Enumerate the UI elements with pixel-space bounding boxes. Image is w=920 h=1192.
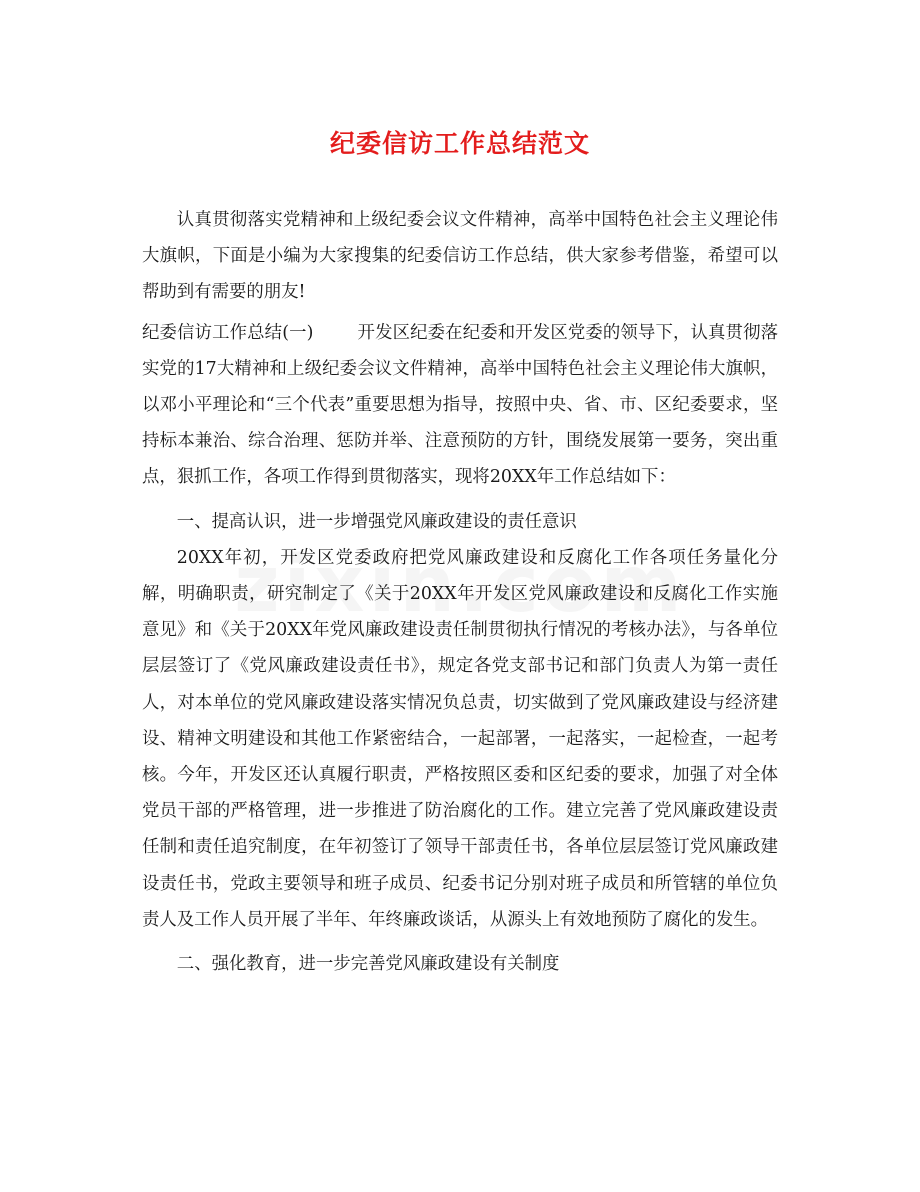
- paragraph-one: 20XX年初，开发区党委政府把党风廉政建设和反腐化工作各项任务量化分解，明确职责，研究制定了《关于20XX年开发区党风廉政建设和反腐化工作实施意见》和《关于20XX年党风廉政建设责任制贯彻执行情况的考核办法》，与各单位层层签订了《党风廉政建设责任书》，规定各党支部书记和部门负责人为第一责任人，对本单位的党风廉政建设落实情况负总责，切实做到了党风廉政建设与经济建设、精神文明建设和其他工作紧密结合，一起部署，一起落实，一起检查，一起考核。今年，开发区还认真履行职责，严格按照区委和区纪委的要求，加强了对全体党员干部的严格管理，进一步推进了防治腐化的工作。建立完善了党风廉政建设责任制和责任追究制度，在年初签订了领导干部责任书，各单位层层签订党风廉政建设责任书，党政主要领导和班子成员、纪委书记分别对班子成员和所管辖的单位负责人及工作人员开展了半年、年终廉政谈话，从源头上有效地预防了腐化的发生。: [142, 547, 778, 930]
- section-one-paragraph: [142, 315, 778, 496]
- intro-paragraph: 认真贯彻落实党精神和上级纪委会议文件精神，高举中国特色社会主义理论伟大旗帜，下面是小编为大家搜集的纪委信访工作总结，供大家参考借鉴，希望可以帮助到有需要的朋友!: [142, 210, 778, 303]
- heading-two: 二、强化教育，进一步完善党风廉政建设有关制度: [176, 954, 560, 975]
- document-body: [142, 202, 778, 982]
- section-intro-text: 开发区纪委在纪委和开发区党委的领导下，认真贯彻落实党的17大精神和上级纪委会议文件精神，高举中国特色社会主义理论伟大旗帜，以邓小平理论和“三个代表”重要思想为指导，按照中央、省、市、区纪委要求，坚持标本兼治、综合治理、惩防并举、注意预防的方针，围绕发展第一要务，突出重点，狠抓工作，各项工作得到贯彻落实，现将20XX年工作总结如下：: [142, 322, 778, 488]
- document-title: 纪委信访工作总结范文: [329, 129, 590, 158]
- section-label: 纪委信访工作总结(一): [142, 322, 314, 343]
- heading-one: 一、提高认识，进一步增强党风廉政建设的责任意识: [176, 511, 577, 532]
